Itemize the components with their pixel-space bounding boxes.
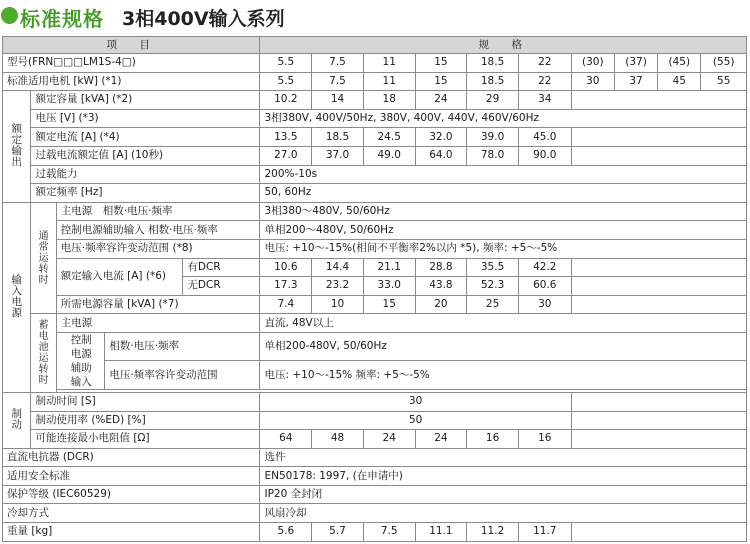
cell: 11.1 (415, 523, 467, 542)
cell: (30) (571, 54, 614, 73)
cell: 29 (467, 91, 519, 110)
cell: 直流, 48V以上 (260, 314, 747, 333)
cell: 10.2 (260, 91, 312, 110)
row-label: 可能连接最小电阻值 [Ω] (31, 430, 260, 449)
cooling-row (3, 504, 747, 523)
braking-resistance-row (3, 430, 747, 449)
cell: 18.5 (467, 72, 519, 91)
input-power-group-label: 输 入 电 源 (3, 202, 31, 392)
cell: 200%-10s (260, 165, 747, 184)
row-label: 电压 [V] (*3) (31, 109, 260, 128)
empty-cell (571, 430, 746, 449)
cell: 5.6 (260, 523, 312, 542)
model-row (3, 54, 747, 73)
row-label: 保护等级 (IEC60529) (3, 485, 260, 504)
cell: 10 (312, 295, 364, 314)
row-label: 型号(FRN□□□LM1S-4□) (3, 54, 260, 73)
header-spec: 规 格 (260, 37, 747, 54)
cell: 15 (415, 72, 467, 91)
empty-cell (571, 91, 746, 110)
cell: 5.5 (260, 54, 312, 73)
cell: 55 (701, 72, 747, 91)
overload-current-row (3, 146, 747, 165)
cell: 15 (363, 295, 415, 314)
cell: 60.6 (518, 277, 571, 296)
spec-table (2, 36, 747, 542)
row-label: 适用安全标准 (3, 467, 260, 486)
cell: 3相380～480V, 50/60Hz (260, 202, 747, 221)
row-label: 过载能力 (31, 165, 260, 184)
control-aux-row (3, 221, 747, 240)
cell: 49.0 (363, 146, 415, 165)
cell: 3相380V, 400V/50Hz, 380V, 400V, 440V, 460V/60Hz (260, 109, 747, 128)
cell: 18 (363, 91, 415, 110)
protection-row (3, 485, 747, 504)
row-label: 额定输入电流 [A] (*6) (56, 258, 183, 295)
rated-capacity-row (3, 91, 747, 110)
cell: 45.0 (518, 128, 571, 147)
tolerance-row (3, 239, 747, 258)
required-capacity-row (3, 295, 747, 314)
cell: 电压: +10～-15%(相间不平衡率2%以内 *5), 频率: +5～-5% (260, 239, 747, 258)
sub-label: 有DCR (183, 258, 260, 277)
weight-row (3, 523, 747, 542)
cell: 90.0 (518, 146, 571, 165)
normal-operation-label: 通 常 运 转 时 (31, 202, 56, 314)
empty-cell (571, 295, 746, 314)
cell: EN50178: 1997, (在申请中) (260, 467, 747, 486)
row-label: 电压·频率容许变动范围 (105, 361, 260, 390)
cell: 27.0 (260, 146, 312, 165)
row-label: 过载电流额定值 [A] (10秒) (31, 146, 260, 165)
cell: 22 (518, 54, 571, 73)
header-item: 项 目 (3, 37, 260, 54)
cell: 78.0 (467, 146, 519, 165)
cell: 43.8 (415, 277, 467, 296)
motor-row (3, 72, 747, 91)
row-label: 控制电源辅助输入 相数·电压·频率 (56, 221, 260, 240)
sub-label: 无DCR (183, 277, 260, 296)
input-current-with-dcr-row (3, 258, 747, 277)
title-bar (0, 0, 750, 34)
cell: 20 (415, 295, 467, 314)
empty-cell (571, 277, 746, 296)
cell: 24.5 (363, 128, 415, 147)
cell: 14 (312, 91, 364, 110)
cell: 18.5 (467, 54, 519, 73)
empty-cell (571, 411, 746, 430)
cell: 24 (415, 91, 467, 110)
row-label: 额定容量 [kVA] (*2) (31, 91, 260, 110)
cell: 13.5 (260, 128, 312, 147)
page-subtitle: 3相400V输入系列 (122, 8, 285, 30)
rated-frequency-row (3, 184, 747, 203)
battery-tolerance-row (3, 361, 747, 390)
green-dot-icon (1, 7, 18, 24)
cell: 24 (363, 430, 415, 449)
row-label: 相数·电压·频率 (105, 332, 260, 361)
dcr-row (3, 448, 747, 467)
cell: 30 (260, 392, 571, 411)
cell: 7.4 (260, 295, 312, 314)
cell: 7.5 (312, 54, 364, 73)
cell: 37 (614, 72, 657, 91)
row-label: 标准适用电机 [kW] (*1) (3, 72, 260, 91)
empty-cell (571, 392, 746, 411)
cell: 28.8 (415, 258, 467, 277)
cell: 16 (518, 430, 571, 449)
header-row (3, 37, 747, 54)
cell: 16 (467, 430, 519, 449)
cell: IP20 全封闭 (260, 485, 747, 504)
cell: 25 (467, 295, 519, 314)
battery-phase-row (3, 332, 747, 361)
empty-cell (571, 258, 746, 277)
cell: 35.5 (467, 258, 519, 277)
empty-cell (571, 523, 746, 542)
braking-group-label: 制 动 (3, 392, 31, 448)
braking-duty-row (3, 411, 747, 430)
row-label: 主电源 (56, 314, 260, 333)
cell: 23.2 (312, 277, 364, 296)
cell: 电压: +10～-15% 频率: +5～-5% (260, 361, 747, 390)
cell: 11.7 (518, 523, 571, 542)
row-label: 冷却方式 (3, 504, 260, 523)
cell: 单相200-480V, 50/60Hz (260, 332, 747, 361)
row-label: 重量 [kg] (3, 523, 260, 542)
empty-cell (571, 146, 746, 165)
cell: 10.6 (260, 258, 312, 277)
cell: 34 (518, 91, 571, 110)
cell: 37.0 (312, 146, 364, 165)
cell: 5.5 (260, 72, 312, 91)
main-power-row (3, 202, 747, 221)
cell: 30 (518, 295, 571, 314)
cell: 11 (363, 54, 415, 73)
cell: 17.3 (260, 277, 312, 296)
row-label: 额定频率 [Hz] (31, 184, 260, 203)
cell: 7.5 (312, 72, 364, 91)
overload-capacity-row (3, 165, 747, 184)
cell: 52.3 (467, 277, 519, 296)
rated-current-row (3, 128, 747, 147)
cell: 21.1 (363, 258, 415, 277)
safety-row (3, 467, 747, 486)
cell: 风扇冷却 (260, 504, 747, 523)
cell: 32.0 (415, 128, 467, 147)
cell: (45) (658, 54, 701, 73)
cell: 24 (415, 430, 467, 449)
cell: (37) (614, 54, 657, 73)
cell: 选件 (260, 448, 747, 467)
cell: 64 (260, 430, 312, 449)
cell: 22 (518, 72, 571, 91)
cell: 30 (571, 72, 614, 91)
row-label: 主电源 相数·电压·频率 (56, 202, 260, 221)
cell: 64.0 (415, 146, 467, 165)
cell: 15 (415, 54, 467, 73)
cell: 45 (658, 72, 701, 91)
row-label: 直流电抗器 (DCR) (3, 448, 260, 467)
battery-main-row (3, 314, 747, 333)
cell: 5.7 (312, 523, 364, 542)
cell: 18.5 (312, 128, 364, 147)
rated-voltage-row (3, 109, 747, 128)
braking-time-row (3, 392, 747, 411)
cell: 39.0 (467, 128, 519, 147)
battery-operation-label: 蓄 电 池 运 转 时 (31, 314, 56, 393)
row-label: 额定电流 [A] (*4) (31, 128, 260, 147)
rated-output-group-label: 额 定 输 出 (3, 91, 31, 203)
page-title: 标准规格 (20, 7, 104, 31)
cell: 50 (260, 411, 571, 430)
cell: 14.4 (312, 258, 364, 277)
cell: 单相200～480V, 50/60Hz (260, 221, 747, 240)
cell: 48 (312, 430, 364, 449)
cell: 11 (363, 72, 415, 91)
empty-cell (571, 128, 746, 147)
row-label: 电压·频率容许变动范围 (*8) (56, 239, 260, 258)
cell: 42.2 (518, 258, 571, 277)
row-label: 所需电源容量 [kVA] (*7) (56, 295, 260, 314)
cell: 11.2 (467, 523, 519, 542)
row-label: 制动使用率 (%ED) [%] (31, 411, 260, 430)
cell: 7.5 (363, 523, 415, 542)
row-label: 制动时间 [S] (31, 392, 260, 411)
cell: 50, 60Hz (260, 184, 747, 203)
battery-control-label: 控制电源辅助输入 (56, 332, 105, 389)
cell: (55) (701, 54, 747, 73)
cell: 33.0 (363, 277, 415, 296)
